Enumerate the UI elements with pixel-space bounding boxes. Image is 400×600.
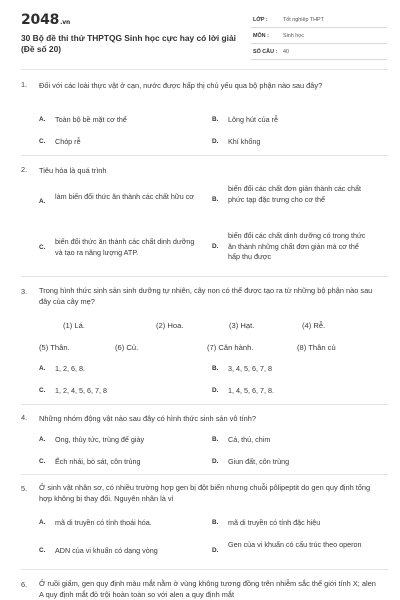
question-number: 4. [21, 413, 28, 422]
option-text: ADN của vi khuẩn có dạng vòng [55, 546, 158, 555]
question-divider [21, 404, 388, 405]
option-letter: B. [212, 116, 219, 123]
option-text: Khí khổng [228, 137, 261, 146]
option-letter: D. [212, 547, 219, 554]
logo-suffix: .vn [60, 19, 71, 26]
option-letter: A. [39, 519, 46, 526]
part-item-1: (1) Lá. [63, 321, 85, 330]
header-divider [21, 69, 388, 70]
question-text: Ở ruồi giấm, gen quy định màu mắt nằm ở vùng không tương đồng trên nhiễm sắc thể giới tính X; alen A quy định mắt đỏ trội hoàn toàn so với alen a quy định mắt [39, 579, 376, 599]
exam-title: 30 Bộ đề thi thử THPTQG Sinh học cực hay có lời giải (Đề số 20) [21, 33, 236, 54]
option-text: Ếch nhái, bò sát, côn trùng [55, 457, 141, 466]
option-text: Toàn bộ bề mặt cơ thể [55, 115, 127, 124]
option-letter: C. [39, 244, 46, 251]
option-text: biến đổi các chất dinh dưỡng có trong thức ăn thành những chất đơn giản mà cơ thể hấp thụ được [228, 231, 366, 261]
option-text: Ong, thủy tức, trùng đế giày [55, 435, 145, 444]
meta-subject-row [251, 28, 387, 44]
question-number: 2. [21, 165, 28, 174]
logo-main: 2048 [21, 12, 60, 28]
part-item-4: (4) Rễ. [302, 321, 326, 330]
option-text: mã di truyền có tính đặc hiệu [228, 518, 321, 527]
option-text: 3, 4, 5, 6, 7, 8 [228, 364, 272, 373]
question-number: 3. [21, 287, 28, 296]
part-item-7: (7) Căn hành. [207, 343, 254, 352]
site-logo[interactable] [21, 12, 70, 28]
option-letter: A. [39, 116, 46, 123]
question-text: Tiêu hóa là quá trình [39, 166, 107, 175]
question-divider [21, 569, 388, 570]
option-letter: C. [39, 387, 46, 394]
question-number: 6. [21, 580, 28, 589]
option-text: biến đổi thức ăn thành các chất dinh dưỡng và tạo ra năng lượng ATP. [55, 237, 195, 257]
option-text: Lông hút của rễ [228, 115, 278, 124]
question-text: Ở sinh vật nhân sơ, có nhiều trường hợp gen bị đột biến nhưng chuỗi pôlipeptit do gen quy định tổng hợp không bị thay đổi. Nguyên nhân là vì [39, 483, 371, 503]
option-letter: D. [212, 243, 219, 250]
option-letter: B. [212, 436, 219, 443]
option-letter: B. [212, 519, 219, 526]
option-text: 1, 2, 6, 8. [55, 364, 85, 373]
option-text: 1, 2, 4, 5, 6, 7, 8 [55, 386, 107, 395]
option-text: làm biến đổi thức ăn thành các chất hữu cơ [55, 192, 194, 201]
option-text: Chóp rễ [55, 137, 81, 146]
part-item-6: (6) Củ. [115, 343, 139, 352]
meta-class-label: LỚP : [253, 17, 268, 23]
question-divider [21, 474, 388, 475]
option-letter: D. [212, 458, 219, 465]
option-text: mã di truyền có tính thoái hóa. [55, 518, 152, 527]
meta-class-value: Tốt nghiệp THPT [283, 17, 324, 23]
question-number: 5. [21, 484, 28, 493]
option-letter: D. [212, 387, 219, 394]
question-number: 1. [21, 80, 28, 89]
question-divider [21, 276, 388, 277]
option-letter: A. [39, 198, 46, 205]
option-letter: B. [212, 196, 219, 203]
option-text: 1, 4, 5, 6, 7, 8. [228, 386, 274, 395]
question-text: Trong hình thức sinh sản sinh dưỡng tự nhiên, cây non có thể được tạo ra từ những bộ phận nào sau đây của cây mẹ? [39, 286, 373, 306]
option-letter: A. [39, 436, 46, 443]
option-letter: C. [39, 547, 46, 554]
option-text: Giun đất, côn trùng [228, 457, 290, 466]
option-text: Cá, thú, chim [228, 435, 271, 444]
part-item-2: (2) Hoa. [156, 321, 184, 330]
option-letter: D. [212, 138, 219, 145]
part-item-5: (5) Thân. [39, 343, 70, 352]
meta-count-value: 40 [283, 49, 289, 55]
part-item-3: (3) Hạt. [229, 321, 255, 330]
question-text: Đối với các loài thực vật ở cạn, nước được hấp thị chủ yếu qua bộ phận nào sau đây? [39, 81, 323, 90]
meta-subject-value: Sinh học [283, 33, 304, 39]
meta-class-row [251, 12, 387, 28]
option-text: biến đổi các chất đơn giản thành các chất phức tạp đặc trưng cho cơ thể [228, 184, 361, 204]
question-text: Những nhóm động vật nào sau đây có hình thức sinh sản vô tính? [39, 414, 256, 423]
meta-count-label: SỐ CÂU : [253, 49, 278, 55]
part-item-8: (8) Thân củ [297, 343, 336, 352]
option-text: Gen của vi khuẩn có cấu trúc theo operon [228, 540, 362, 549]
option-letter: B. [212, 365, 219, 372]
option-letter: A. [39, 365, 46, 372]
meta-subject-label: MÔN : [253, 33, 269, 39]
option-letter: C. [39, 458, 46, 465]
option-letter: C. [39, 138, 46, 145]
question-divider [21, 155, 388, 156]
meta-count-row [251, 44, 387, 60]
